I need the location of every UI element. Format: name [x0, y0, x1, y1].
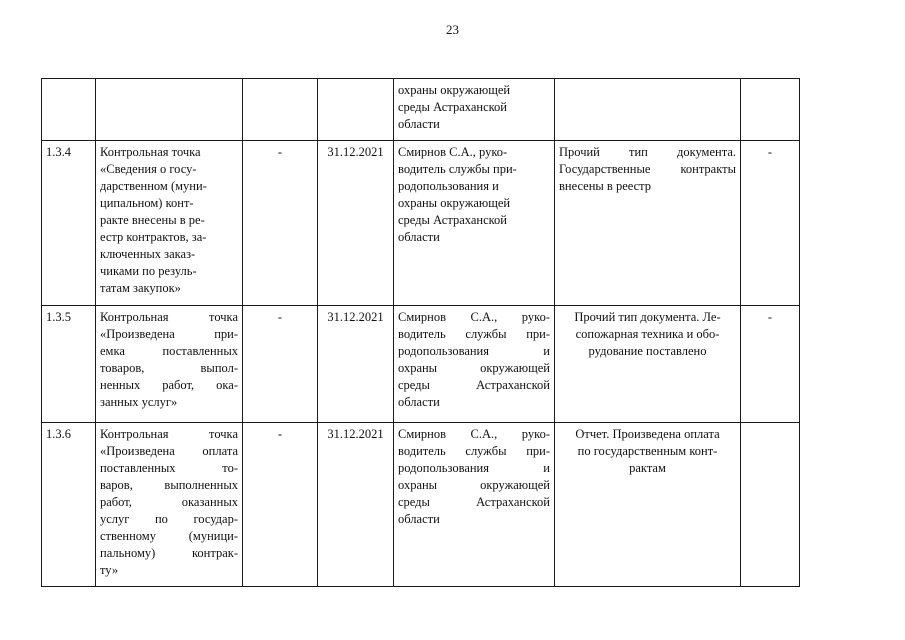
- cell-text-line: Контрольная точка: [100, 145, 201, 159]
- responsible-cell: [394, 306, 555, 423]
- date-cell: [318, 79, 394, 141]
- note-cell: -: [741, 141, 800, 306]
- cell-text-line: емка поставленных: [100, 344, 238, 358]
- row-number-cell: 1.3.5: [42, 306, 96, 423]
- cell-text-line: водитель службы при-: [398, 327, 550, 341]
- cell-text-line: Государственные контракты: [559, 162, 736, 176]
- cell-text-line: пальному) контрак-: [100, 546, 238, 560]
- empty-cell: -: [243, 423, 318, 587]
- cell-text-line: товаров, выпол-: [100, 361, 238, 375]
- row-number-cell: 1.3.6: [42, 423, 96, 587]
- cell-text-line: родопользования и: [398, 179, 499, 193]
- table-row: [42, 79, 800, 141]
- date-cell: 31.12.2021: [318, 306, 394, 423]
- name-cell: [96, 306, 243, 423]
- cell-text-line: рактам: [629, 461, 666, 475]
- cell-text-line: внесены в реестр: [559, 179, 652, 193]
- cell-text-line: естр контрактов, за-: [100, 230, 207, 244]
- cell-text-line: дарственном (муни-: [100, 179, 207, 193]
- cell-text-line: области: [398, 512, 440, 526]
- note-cell: -: [741, 306, 800, 423]
- responsible-cell: [394, 141, 555, 306]
- result-cell: [555, 423, 741, 587]
- cell-text-line: варов, выполненных: [100, 478, 238, 492]
- cell-text-line: «Произведена при-: [100, 327, 238, 341]
- note-cell: [741, 79, 800, 141]
- cell-text-line: «Сведения о госу-: [100, 162, 197, 176]
- cell-text-line: водитель службы при-: [398, 162, 517, 176]
- cell-text-line: по государственным конт-: [577, 444, 718, 458]
- cell-text-line: среды Астраханской: [398, 213, 507, 227]
- page-number: 23: [446, 22, 459, 37]
- cell-text-line: чиками по резуль-: [100, 264, 197, 278]
- date-cell: 31.12.2021: [318, 423, 394, 587]
- cell-text-line: Смирнов С.А., руко-: [398, 427, 550, 441]
- cell-text-line: рудование поставлено: [588, 344, 707, 358]
- empty-cell: -: [243, 141, 318, 306]
- cell-text-line: татам закупок»: [100, 281, 181, 295]
- result-cell: [555, 79, 741, 141]
- cell-text-line: ственному (муници-: [100, 529, 238, 543]
- cell-text-line: среды Астраханской: [398, 378, 550, 392]
- table-row: [42, 306, 800, 423]
- note-cell: [741, 423, 800, 587]
- table-row: [42, 141, 800, 306]
- cell-text-line: поставленных то-: [100, 461, 238, 475]
- cell-text-line: работ, оказанных: [100, 495, 238, 509]
- cell-text-line: сопожарная техника и обо-: [575, 327, 720, 341]
- cell-text-line: среды Астраханской: [398, 100, 507, 114]
- cell-text-line: Отчет. Произведена оплата: [575, 427, 720, 441]
- cell-text-line: охраны окружающей: [398, 83, 511, 97]
- cell-text-line: Смирнов С.А., руко-: [398, 310, 550, 324]
- cell-text-line: занных услуг»: [100, 395, 178, 409]
- cell-text-line: охраны окружающей: [398, 196, 511, 210]
- cell-text-line: Прочий тип документа. Ле-: [574, 310, 721, 324]
- empty-cell: [243, 79, 318, 141]
- cell-text-line: водитель службы при-: [398, 444, 550, 458]
- cell-text-line: Контрольная точка: [100, 427, 238, 441]
- cell-text-line: ципальном) конт-: [100, 196, 194, 210]
- date-cell: 31.12.2021: [318, 141, 394, 306]
- name-cell: [96, 79, 243, 141]
- cell-text-line: среды Астраханской: [398, 495, 550, 509]
- result-cell: [555, 141, 741, 306]
- table-row: [42, 423, 800, 587]
- cell-text-line: родопользования и: [398, 344, 550, 358]
- row-number-cell: [42, 79, 96, 141]
- responsible-cell: [394, 79, 555, 141]
- cell-text-line: области: [398, 230, 440, 244]
- cell-text-line: охраны окружающей: [398, 478, 550, 492]
- result-cell: [555, 306, 741, 423]
- cell-text-line: услуг по государ-: [100, 512, 238, 526]
- cell-text-line: «Произведена оплата: [100, 444, 238, 458]
- cell-text-line: области: [398, 395, 440, 409]
- cell-text-line: родопользования и: [398, 461, 550, 475]
- cell-text-line: ту»: [100, 563, 119, 577]
- cell-text-line: Контрольная точка: [100, 310, 238, 324]
- cell-text-line: охраны окружающей: [398, 361, 550, 375]
- name-cell: [96, 141, 243, 306]
- cell-text-line: области: [398, 117, 440, 131]
- cell-text-line: ключенных заказ-: [100, 247, 196, 261]
- control-points-table: [41, 78, 800, 587]
- cell-text-line: Смирнов С.А., руко-: [398, 145, 508, 159]
- empty-cell: -: [243, 306, 318, 423]
- cell-text-line: ненных работ, ока-: [100, 378, 238, 392]
- responsible-cell: [394, 423, 555, 587]
- cell-text-line: Прочий тип документа.: [559, 145, 736, 159]
- name-cell: [96, 423, 243, 587]
- cell-text-line: ракте внесены в ре-: [100, 213, 205, 227]
- row-number-cell: 1.3.4: [42, 141, 96, 306]
